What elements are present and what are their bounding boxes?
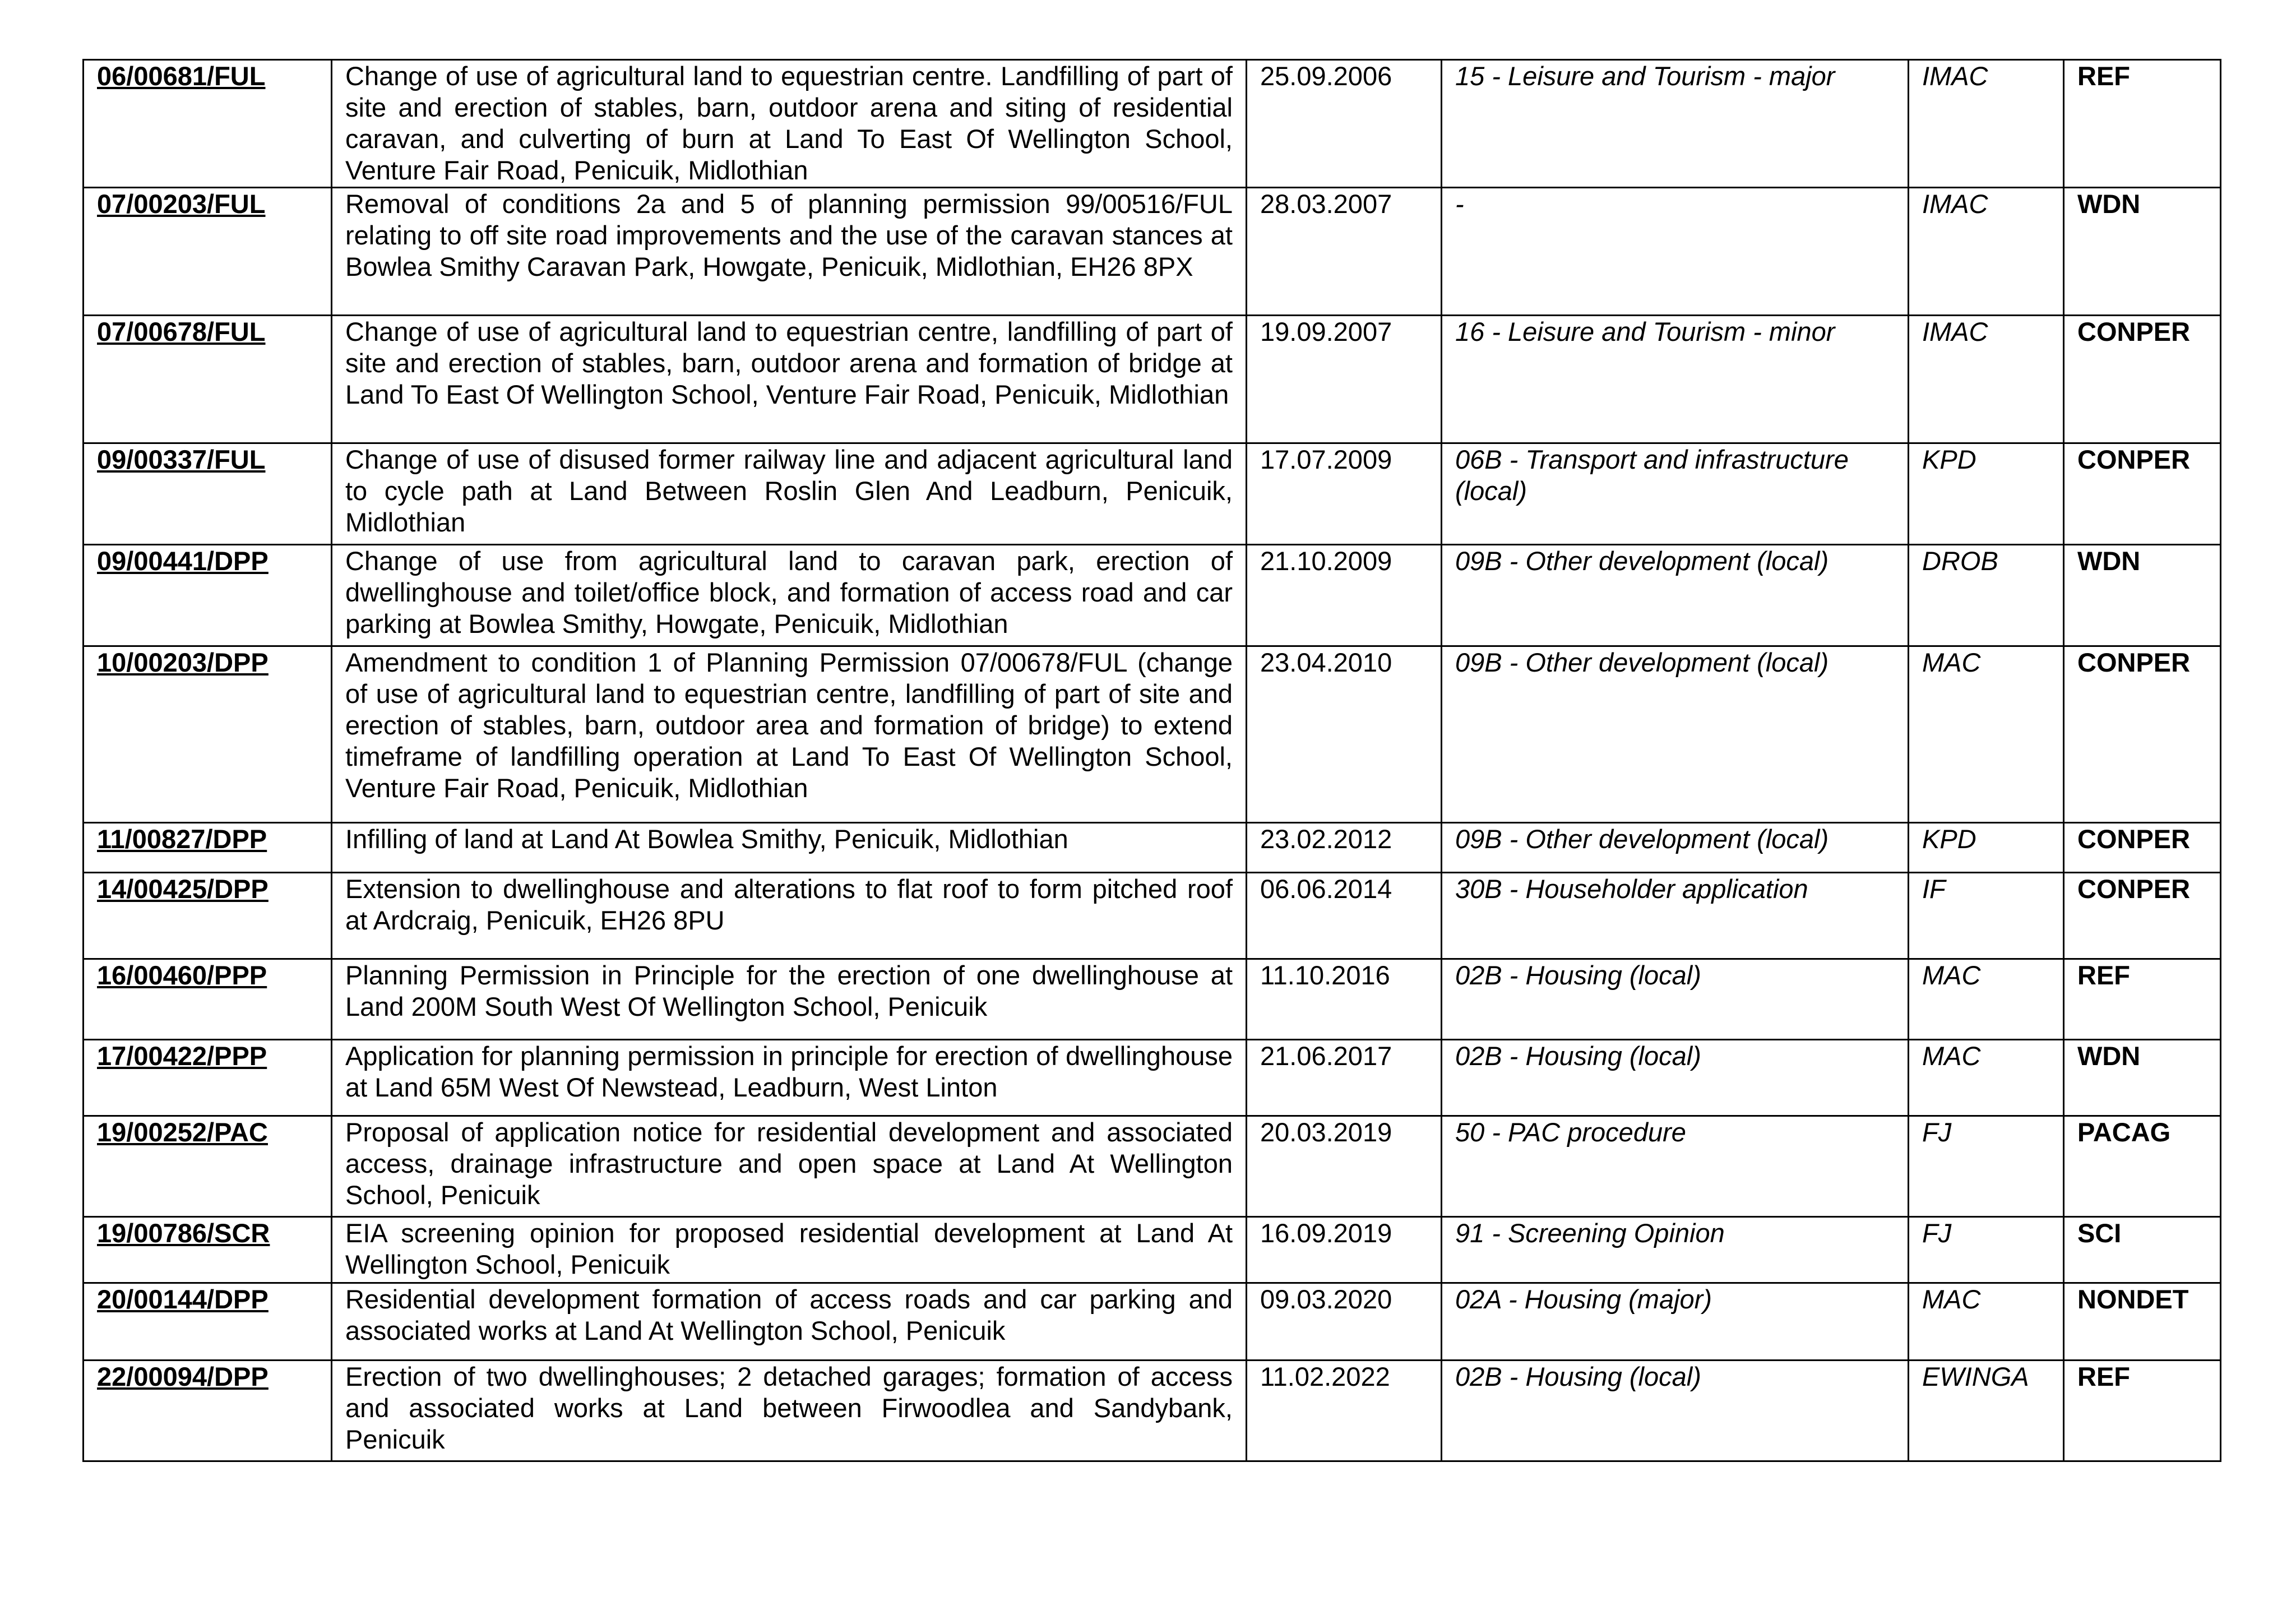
application-reference-link[interactable]: 09/00441/DPP [97,546,269,576]
application-reference-link[interactable]: 07/00203/FUL [97,189,266,219]
application-reference-cell [84,1116,332,1217]
application-reference-cell [84,1361,332,1461]
case-officer-cell: FJ [1909,1116,2064,1217]
application-description-cell: EIA screening opinion for proposed residential development at Land At Wellington School, Penicuik [332,1217,1247,1283]
application-description-cell: Erection of two dwellinghouses; 2 detached garages; formation of access and associated works at Land between Firwoodlea and Sandybank, Penicuik [332,1361,1247,1461]
application-date-cell: 17.07.2009 [1247,443,1442,545]
table-row [84,443,2221,545]
case-officer-cell: MAC [1909,646,2064,823]
application-type-cell: 06B - Transport and infrastructure (local) [1442,443,1909,545]
application-reference-link[interactable]: 07/00678/FUL [97,317,266,346]
application-date-cell: 11.02.2022 [1247,1361,1442,1461]
application-date-cell: 19.09.2007 [1247,316,1442,443]
table-row [84,545,2221,646]
application-description-cell: Removal of conditions 2a and 5 of planning permission 99/00516/FUL relating to off site road improvements and the use of the caravan stances at Bowlea Smithy Caravan Park, Howgate, Penicuik, Midlothian, EH26 8PX [332,188,1247,316]
application-date-cell: 09.03.2020 [1247,1283,1442,1361]
application-type-cell: 91 - Screening Opinion [1442,1217,1909,1283]
application-type-cell: 02B - Housing (local) [1442,959,1909,1040]
planning-applications-table [82,59,2221,1462]
case-officer-cell: FJ [1909,1217,2064,1283]
application-reference-link[interactable]: 14/00425/DPP [97,874,269,904]
application-date-cell: 06.06.2014 [1247,873,1442,959]
decision-cell: WDN [2064,1040,2221,1116]
decision-cell: CONPER [2064,646,2221,823]
application-reference-link[interactable]: 10/00203/DPP [97,647,269,677]
application-reference-link[interactable]: 09/00337/FUL [97,445,266,474]
table-row [84,959,2221,1040]
decision-cell: PACAG [2064,1116,2221,1217]
application-description-cell: Planning Permission in Principle for the erection of one dwellinghouse at Land 200M South West Of Wellington School, Penicuik [332,959,1247,1040]
application-date-cell: 28.03.2007 [1247,188,1442,316]
application-reference-link[interactable]: 17/00422/PPP [97,1041,267,1071]
application-description-cell: Change of use of disused former railway line and adjacent agricultural land to cycle path at Land Between Roslin Glen And Leadburn, Penicuik, Midlothian [332,443,1247,545]
application-reference-cell [84,188,332,316]
application-reference-link[interactable]: 19/00786/SCR [97,1218,270,1248]
decision-cell: REF [2064,959,2221,1040]
application-type-cell: 30B - Householder application [1442,873,1909,959]
decision-cell: CONPER [2064,443,2221,545]
table-row [84,646,2221,823]
application-description-cell: Residential development formation of access roads and car parking and associated works at Land At Wellington School, Penicuik [332,1283,1247,1361]
application-reference-cell [84,545,332,646]
case-officer-cell: IMAC [1909,316,2064,443]
application-description-cell: Change of use of agricultural land to equestrian centre. Landfilling of part of site and erection of stables, barn, outdoor arena and siting of residential caravan, and culverting of burn at Land To East Of Wellington School, Venture Fair Road, Penicuik, Midlothian [332,60,1247,188]
application-type-cell: 16 - Leisure and Tourism - minor [1442,316,1909,443]
application-reference-link[interactable]: 20/00144/DPP [97,1284,269,1314]
application-type-cell: 09B - Other development (local) [1442,823,1909,873]
application-type-cell: 09B - Other development (local) [1442,646,1909,823]
table-row [84,1217,2221,1283]
application-reference-cell [84,316,332,443]
application-reference-cell [84,1040,332,1116]
application-reference-cell [84,646,332,823]
application-description-cell: Application for planning permission in principle for erection of dwellinghouse at Land 65M West Of Newstead, Leadburn, West Linton [332,1040,1247,1116]
application-date-cell: 23.04.2010 [1247,646,1442,823]
case-officer-cell: EWINGA [1909,1361,2064,1461]
application-reference-cell [84,823,332,873]
application-reference-cell [84,959,332,1040]
application-description-cell: Change of use from agricultural land to caravan park, erection of dwellinghouse and toilet/office block, and formation of access road and car parking at Bowlea Smithy, Howgate, Penicuik, Midlothian [332,545,1247,646]
decision-cell: NONDET [2064,1283,2221,1361]
case-officer-cell: KPD [1909,443,2064,545]
table-body [84,60,2221,1461]
application-date-cell: 16.09.2019 [1247,1217,1442,1283]
application-date-cell: 11.10.2016 [1247,959,1442,1040]
decision-cell: WDN [2064,545,2221,646]
application-type-cell: 02B - Housing (local) [1442,1040,1909,1116]
application-reference-cell [84,1217,332,1283]
application-type-cell: 50 - PAC procedure [1442,1116,1909,1217]
application-reference-link[interactable]: 19/00252/PAC [97,1117,268,1147]
case-officer-cell: IF [1909,873,2064,959]
application-type-cell: 09B - Other development (local) [1442,545,1909,646]
table-row [84,1283,2221,1361]
application-reference-link[interactable]: 11/00827/DPP [97,824,267,854]
application-reference-link[interactable]: 22/00094/DPP [97,1362,269,1391]
case-officer-cell: IMAC [1909,188,2064,316]
decision-cell: REF [2064,60,2221,188]
application-date-cell: 25.09.2006 [1247,60,1442,188]
application-description-cell: Proposal of application notice for residential development and associated access, drainage infrastructure and open space at Land At Wellington School, Penicuik [332,1116,1247,1217]
application-description-cell: Amendment to condition 1 of Planning Permission 07/00678/FUL (change of use of agricultural land to equestrian centre, landfilling of part of site and erection of stables, barn, outdoor area and formation of bridge) to extend timeframe of landfilling operation at Land To East Of Wellington School, Venture Fair Road, Penicuik, Midlothian [332,646,1247,823]
decision-cell: WDN [2064,188,2221,316]
table-row [84,60,2221,188]
application-reference-cell [84,873,332,959]
case-officer-cell: IMAC [1909,60,2064,188]
table-row [84,823,2221,873]
decision-cell: REF [2064,1361,2221,1461]
case-officer-cell: DROB [1909,545,2064,646]
table-row [84,188,2221,316]
table-row [84,316,2221,443]
application-type-cell: 02B - Housing (local) [1442,1361,1909,1461]
application-date-cell: 21.10.2009 [1247,545,1442,646]
application-reference-cell [84,60,332,188]
case-officer-cell: MAC [1909,1283,2064,1361]
application-reference-cell [84,443,332,545]
application-reference-link[interactable]: 06/00681/FUL [97,61,266,91]
application-type-cell: 02A - Housing (major) [1442,1283,1909,1361]
case-officer-cell: KPD [1909,823,2064,873]
application-description-cell: Extension to dwellinghouse and alterations to flat roof to form pitched roof at Ardcraig, Penicuik, EH26 8PU [332,873,1247,959]
application-reference-link[interactable]: 16/00460/PPP [97,960,267,990]
application-type-cell: 15 - Leisure and Tourism - major [1442,60,1909,188]
decision-cell: SCI [2064,1217,2221,1283]
application-type-cell: - [1442,188,1909,316]
application-reference-cell [84,1283,332,1361]
table-row [84,1040,2221,1116]
application-description-cell: Change of use of agricultural land to equestrian centre, landfilling of part of site and erection of stables, barn, outdoor arena and formation of bridge at Land To East Of Wellington School, Venture Fair Road, Penicuik, Midlothian [332,316,1247,443]
application-description-cell: Infilling of land at Land At Bowlea Smithy, Penicuik, Midlothian [332,823,1247,873]
application-date-cell: 20.03.2019 [1247,1116,1442,1217]
case-officer-cell: MAC [1909,959,2064,1040]
decision-cell: CONPER [2064,823,2221,873]
table-row [84,1116,2221,1217]
case-officer-cell: MAC [1909,1040,2064,1116]
application-date-cell: 21.06.2017 [1247,1040,1442,1116]
application-date-cell: 23.02.2012 [1247,823,1442,873]
decision-cell: CONPER [2064,873,2221,959]
table-row [84,1361,2221,1461]
table-row [84,873,2221,959]
decision-cell: CONPER [2064,316,2221,443]
